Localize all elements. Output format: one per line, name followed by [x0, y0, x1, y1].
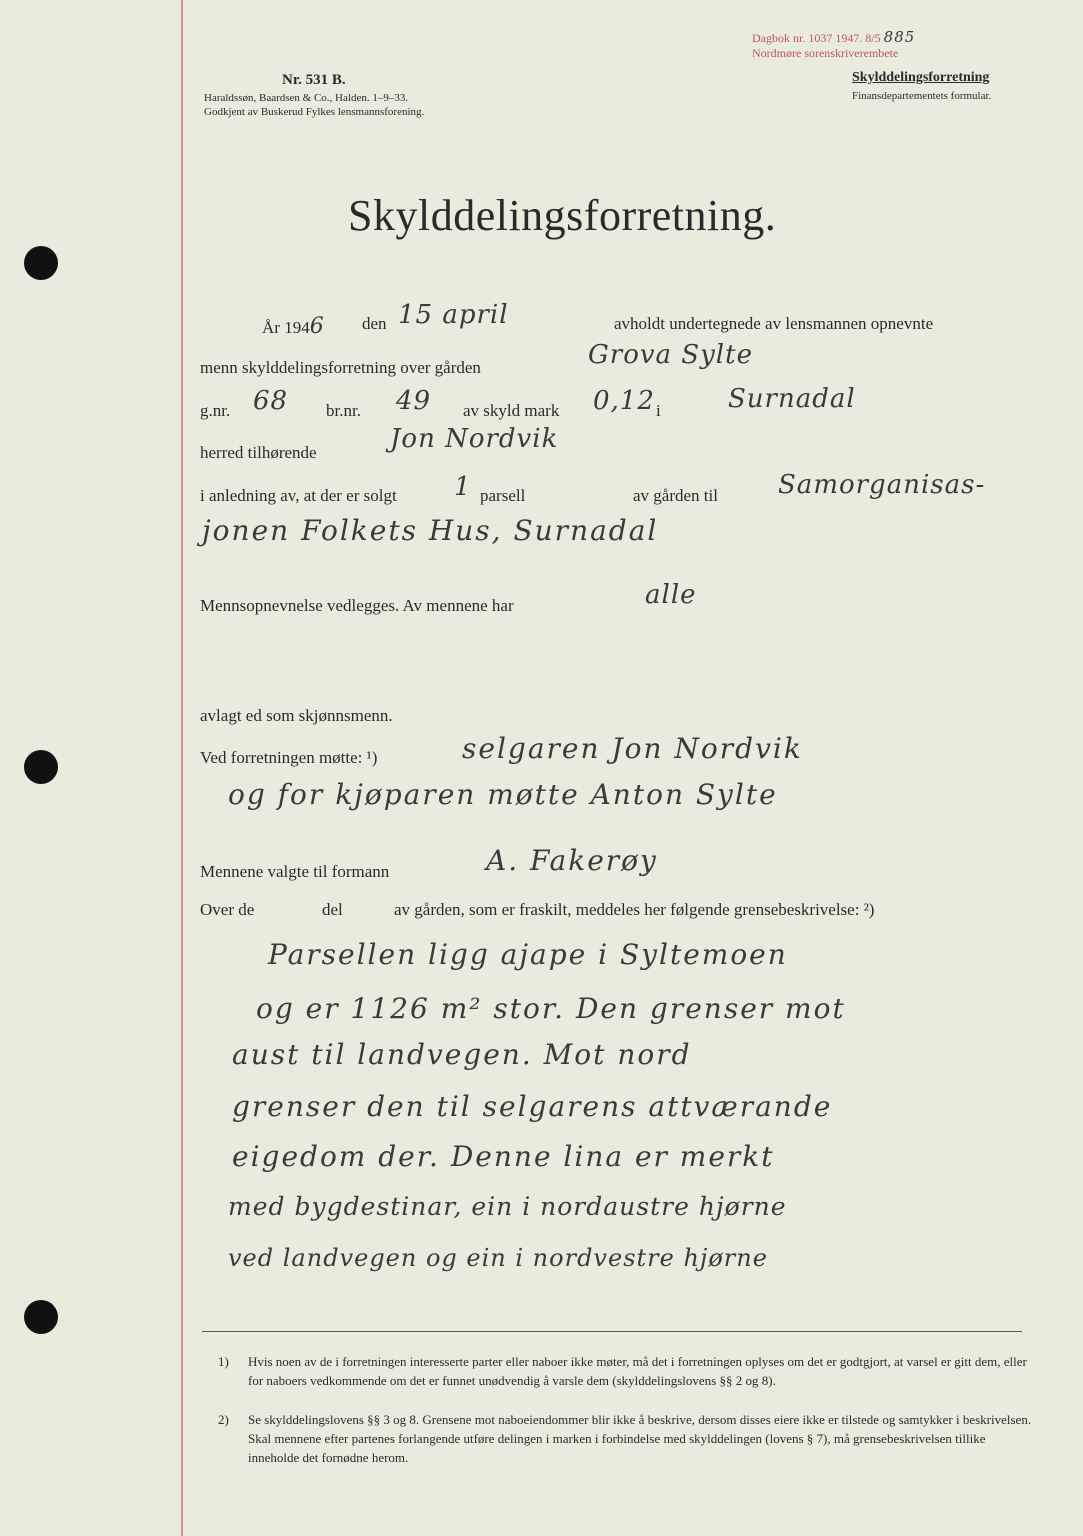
- footnote-number: 1): [218, 1354, 229, 1369]
- printer-info: [204, 91, 424, 119]
- appointment-label: Mennsopnevnelse vedlegges. Av mennene har: [200, 596, 514, 615]
- description-line: grenser den til selgarens attværande: [232, 1090, 833, 1123]
- chairman-handwritten: A. Fakerøy: [486, 844, 658, 877]
- brnr-label: br.nr.: [326, 401, 361, 420]
- description-line: Parsellen ligg ajape i Syltemoen: [268, 938, 788, 971]
- held-text: avholdt undertegnede av lensmannen opnevnte: [614, 314, 934, 333]
- oath-text: avlagt ed som skjønnsmenn.: [200, 706, 393, 725]
- form-number: Nr. 531 B.: [282, 72, 346, 88]
- footnote-text: Hvis noen av de i forretningen interesserte parter eller naboer ikke møter, må det i forretningen oplyses om det er godtgjort, at varsel er gitt dem, eller for naboers vedkommende om det er funnet unødvendig å varsle dem (skylddelingslovens §§ 2 og 8).: [248, 1354, 1027, 1388]
- approval-line: Godkjent av Buskerud Fylkes lensmannsforening.: [204, 106, 425, 118]
- description-line: med bygdestinar, ein i nordaustre hjørne: [228, 1192, 787, 1221]
- margin-line: [181, 0, 183, 1536]
- over-label: Over de: [200, 900, 255, 919]
- punch-hole: [24, 750, 58, 784]
- year-handwritten: 6: [309, 314, 325, 339]
- seller-handwritten: selgaren Jon Nordvik: [462, 732, 803, 765]
- boundary-label: av gården, som er fraskilt, meddeles her følgende grensebeskrivelse: ²): [394, 900, 875, 919]
- farm-handwritten: Grova Sylte: [588, 340, 753, 370]
- herred-handwritten: Surnadal: [728, 384, 856, 414]
- form-header-title: Skylddelingsforretning: [852, 70, 990, 85]
- description-line: og er 1126 m² stor. Den grenser mot: [256, 992, 846, 1025]
- part-label: del: [322, 900, 343, 919]
- registry-stamp: [752, 30, 915, 61]
- page-number: 885: [883, 28, 916, 46]
- gnr-label: g.nr.: [200, 401, 231, 420]
- description-line: eigedom der. Denne lina er merkt: [232, 1140, 775, 1173]
- description-line: ved landvegen og ein i nordvestre hjørne: [228, 1244, 768, 1272]
- sold-label: i anledning av, at der er solgt: [200, 486, 397, 505]
- all-handwritten: alle: [645, 580, 697, 610]
- gnr-handwritten: 68: [253, 386, 289, 416]
- printer-line: Haraldssøn, Baardsen & Co., Halden. 1–9–33.: [204, 92, 409, 104]
- footnote-text: Se skylddelingslovens §§ 3 og 8. Grensene mot naboeiendommer blir ikke å beskrive, dersom disses eiere ikke er tilstede og samtykker i beskrivelsen. Skal mennene efter partenes forlangende utføre delingen i marken i forbindelse med skylddelingen (lovens § 7), må grensebeskrivelsen tillike inneholde det fornødne herom.: [248, 1412, 1032, 1465]
- buyer-handwritten-2: jonen Folkets Hus, Surnadal: [202, 514, 659, 547]
- stamp-office-line: Nordmøre sorenskriverembete: [752, 46, 899, 60]
- footnote-divider: [202, 1331, 1022, 1332]
- count-handwritten: 1: [454, 472, 472, 502]
- footnote-2: [218, 1410, 1032, 1470]
- buyer-attended-handwritten: og for kjøparen møtte Anton Sylte: [228, 778, 778, 811]
- brnr-handwritten: 49: [396, 386, 432, 416]
- skyld-handwritten: 0,12: [593, 386, 655, 416]
- year-label: År 1946: [262, 314, 325, 339]
- punch-hole: [24, 1300, 58, 1334]
- document-title: Skylddelingsforretning.: [348, 191, 777, 240]
- attended-label: Ved forretningen møtte: ¹): [200, 748, 378, 767]
- owner-label: herred tilhørende: [200, 443, 317, 462]
- stamp-diary-line: Dagbok nr. 1037 1947. 8/5 885: [752, 28, 916, 46]
- chairman-label: Mennene valgte til formann: [200, 862, 390, 881]
- owner-handwritten: Jon Nordvik: [390, 424, 559, 454]
- description-line: aust til landvegen. Mot nord: [232, 1038, 692, 1071]
- punch-hole: [24, 246, 58, 280]
- of-farm-label: av gården til: [633, 486, 718, 505]
- footnote-number: 2): [218, 1412, 229, 1427]
- buyer-handwritten-1: Samorganisas-: [778, 470, 986, 500]
- footnote-1: [218, 1352, 1027, 1412]
- date-handwritten: 15 april: [398, 300, 509, 330]
- date-label: den: [362, 314, 387, 333]
- farm-label: menn skylddelingsforretning over gården: [200, 358, 481, 377]
- form-header-subtitle: Finansdepartementets formular.: [852, 90, 992, 102]
- parcel-label: parsell: [480, 486, 526, 505]
- in-label: i: [656, 401, 661, 420]
- skyld-label: av skyld mark: [463, 401, 560, 420]
